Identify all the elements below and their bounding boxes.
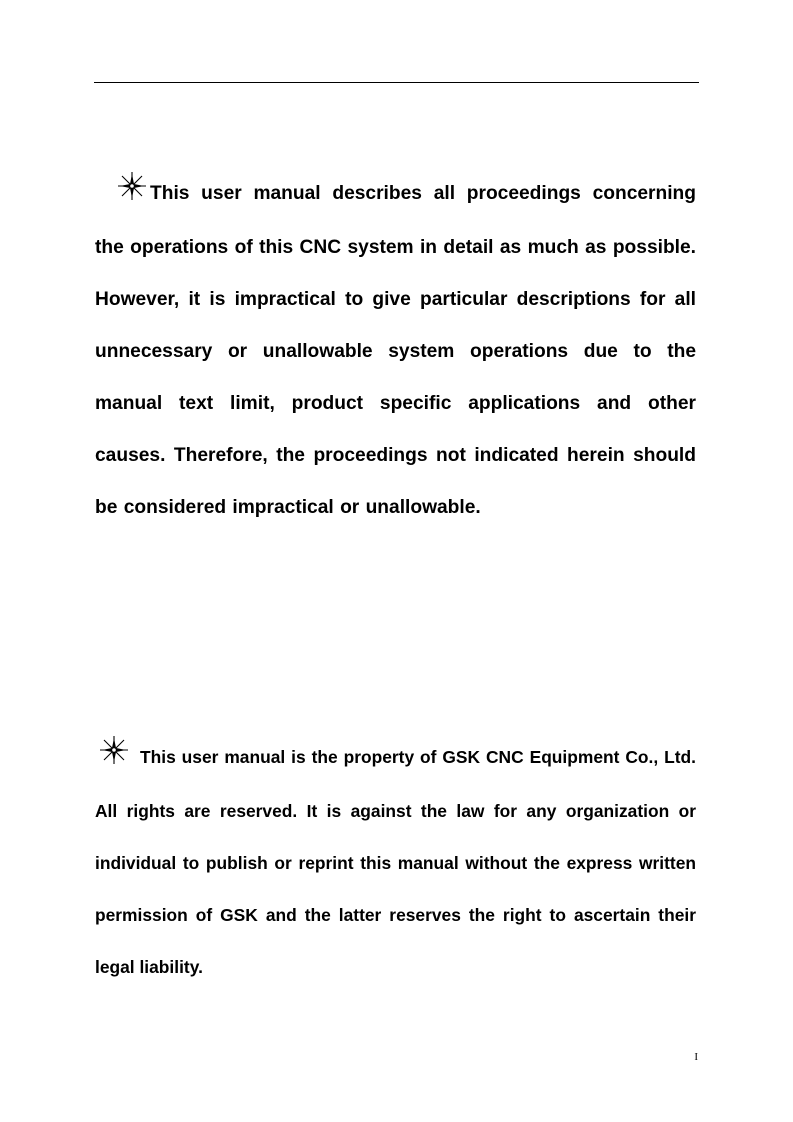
notice-paragraph-scope	[95, 168, 696, 534]
compass-star-icon	[98, 733, 130, 785]
header-rule	[94, 82, 699, 83]
compass-star-icon	[116, 170, 148, 222]
page-number: I	[694, 1051, 698, 1063]
notice-paragraph-copyright	[95, 731, 696, 993]
notice-paragraph-copyright-text: This user manual is the property of GSK CNC Equipment Co., Ltd. All rights are reserved. It is against the law for any organization or individual to publish or reprint this manual without the express written permission of GSK and the latter reserves the right to ascertain their legal liability.	[95, 747, 696, 977]
notice-paragraph-scope-text: This user manual describes all proceedings concerning the operations of this CNC system in detail as much as possible. However, it is impractical to give particular descriptions for all unnecessary or unallowable system operations due to the manual text limit, product specific applications and other causes. Therefore, the proceedings not indicated herein should be considered impractical or unallowable.	[95, 183, 696, 518]
